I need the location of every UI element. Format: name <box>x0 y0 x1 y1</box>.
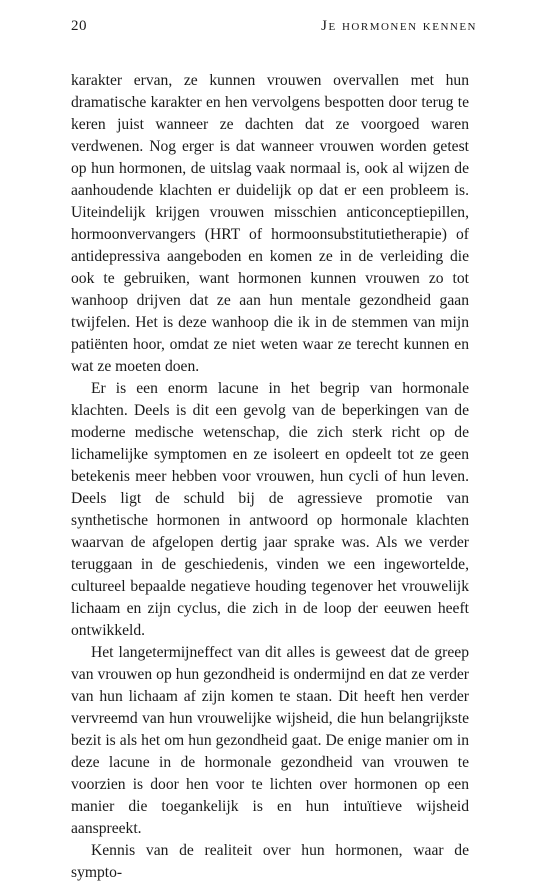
paragraph-1: karakter ervan, ze kunnen vrouwen overvallen met hun dramatische karakter en hen vervolgens bespotten door terug te keren juist wanneer ze dachten dat ze voorgoed waren verdwenen. Nog erger is dat wanneer vrouwen worden getest op hun hormonen, de uitslag vaak normaal is, ook al wijzen de aanhoudende klachten er duidelijk op dat er een probleem is. Uiteindelijk krijgen vrouwen misschien anticonceptiepillen, hormoonvervangers (HRT of hormoonsubstitutietherapie) of antidepressiva aangeboden en komen ze in de verleiding die ook te gebruiken, want hormonen kunnen vrouwen zo tot wanhoop drijven dat ze aan hun mentale gezondheid gaan twijfelen. Het is deze wanhoop die ik in de stemmen van mijn patiënten hoor, omdat ze niet weten waar ze terecht kunnen en wat ze moeten doen. <box>71 72 469 375</box>
page-header <box>71 18 477 35</box>
paragraph-2: Er is een enorm lacune in het begrip van hormonale klachten. Deels is dit een gevolg van de beperkingen van de moderne medische wetenschap, die zich sterk richt op de lichamelijke symptomen en ze isoleert en opdeelt tot ze geen betekenis meer hebben voor vrouwen, hun cycli of hun leven. Deels ligt de schuld bij de agressieve promotie van synthetische hormonen in antwoord op hormonale klachten waarvan de afgelopen dertig jaar sprake was. Als we verder teruggaan in de geschiedenis, vinden we een ingewortelde, cultureel bepaalde negatieve houding tegenover het vrouwelijk lichaam en zijn cyclus, die zich in de loop der eeuwen heeft ontwikkeld. <box>71 380 469 639</box>
page-number: 20 <box>71 18 87 34</box>
paragraph-3: Het langetermijneffect van dit alles is geweest dat de greep van vrouwen op hun gezondheid is ondermijnd en dat ze verder van hun lichaam af zijn komen te staan. Dit heeft hen verder vervreemd van hun vrouwelijke wijsheid, die hun belangrijkste bezit is als het om hun gezondheid gaat. De enige manier om in deze lacune in de hormonale gezondheid van vrouwen te voorzien is door hen voor te lichten over hormonen op een manier die toegankelijk is en hun intuïtieve wijsheid aanspreekt. <box>71 644 469 837</box>
body-text <box>71 70 469 884</box>
paragraph-4: Kennis van de realiteit over hun hormonen, waar de sympto- <box>71 842 469 881</box>
running-title: Je hormonen kennen <box>321 18 477 34</box>
